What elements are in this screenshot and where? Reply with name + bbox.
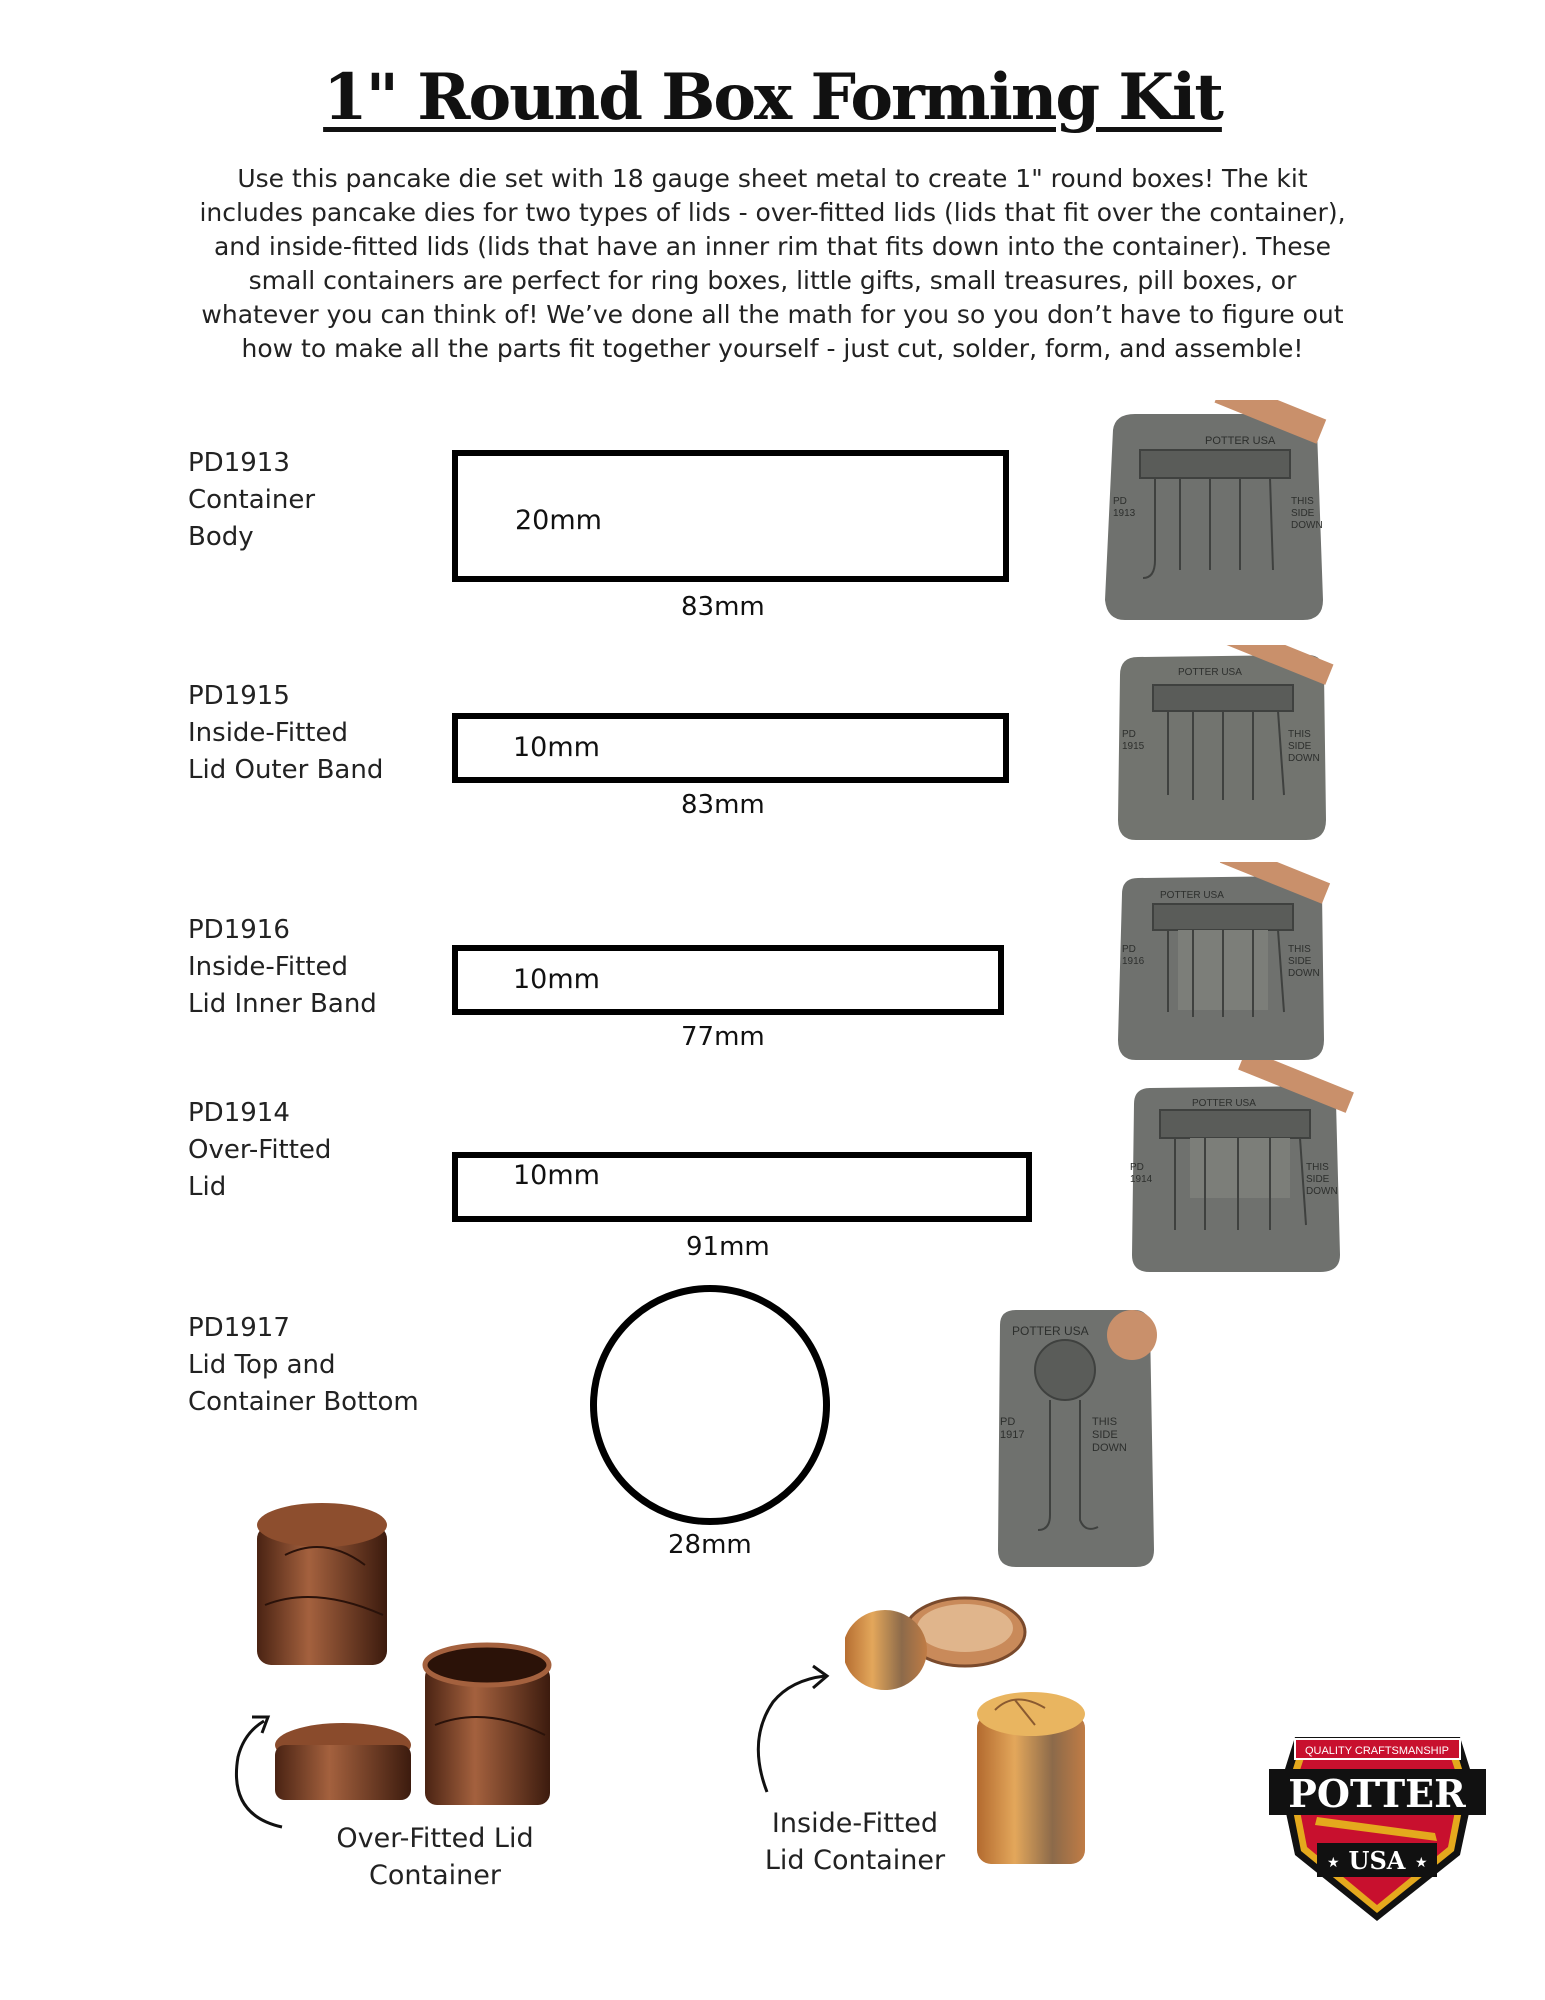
page-title: 1" Round Box Forming Kit xyxy=(323,60,1222,135)
strip-height-label: 10mm xyxy=(513,1160,600,1191)
die-side-line2: SIDE xyxy=(1288,741,1312,752)
logo-country-text: USA xyxy=(1348,1846,1406,1875)
strip-length-label: 83mm xyxy=(681,790,765,820)
potter-usa-logo xyxy=(1265,1725,1490,1925)
pancake-die-pd1914-image xyxy=(1120,1060,1355,1275)
die-brand-text: POTTER USA xyxy=(1178,667,1242,678)
die-brand-text: POTTER USA xyxy=(1160,890,1224,901)
strip-length-label: 91mm xyxy=(686,1232,770,1262)
die-name-line2: Container Bottom xyxy=(188,1387,419,1417)
star-icon: ★ xyxy=(1415,1855,1428,1871)
strip-length-label: 77mm xyxy=(681,1022,765,1052)
die-label-pd1914 xyxy=(188,1095,331,1206)
die-label-pd1915 xyxy=(188,678,383,789)
die-name-line1: Inside-Fitted xyxy=(188,718,348,748)
die-mark-pd: PD xyxy=(1113,496,1127,507)
die-side-line2: SIDE xyxy=(1291,508,1315,519)
die-name-line1: Lid Top and xyxy=(188,1350,336,1380)
die-mark-num: 1915 xyxy=(1122,741,1145,752)
die-side-line2: SIDE xyxy=(1092,1429,1118,1441)
die-side-line1: THIS xyxy=(1288,729,1311,740)
pancake-die-pd1916-image xyxy=(1108,862,1338,1062)
die-code: PD1917 xyxy=(188,1313,290,1343)
copper-disc-icon xyxy=(1107,1310,1157,1360)
pancake-die-pd1915-image xyxy=(1108,645,1338,845)
intro-paragraph: Use this pancake die set with 18 gauge sheet metal to create 1" round boxes! The kit includes pancake dies for two types of lids - over-fitted lids (lids that fit over the container), and inside-fitted lids (lids that have an inner rim that fits down into the container). These small containers are perfect for ring boxes, little gifts, small treasures, pill boxes, or whatever you can think of! We’ve done all the math for you so you don’t have to figure out how to make all the parts fit together yourself - just cut, solder, form, and assemble! xyxy=(199,164,1346,363)
over-fitted-caption xyxy=(315,1820,555,1894)
caption-line2: Container xyxy=(369,1860,501,1891)
pancake-die-pd1913-image xyxy=(1095,400,1335,625)
die-code: PD1913 xyxy=(188,448,290,478)
die-mark-pd: PD xyxy=(1122,729,1136,740)
strip-height-label: 10mm xyxy=(513,964,600,995)
die-side-line3: DOWN xyxy=(1306,1186,1338,1197)
die-name-line2: Lid Inner Band xyxy=(188,989,377,1019)
die-name-line1: Inside-Fitted xyxy=(188,952,348,982)
strip-height-label: 10mm xyxy=(513,732,600,763)
die-label-pd1913 xyxy=(188,445,315,556)
inside-fitted-caption xyxy=(745,1805,965,1879)
die-code: PD1916 xyxy=(188,915,290,945)
die-code: PD1914 xyxy=(188,1098,290,1128)
die-name-line2: Body xyxy=(188,522,254,552)
disc-template-pd1917 xyxy=(590,1285,830,1525)
die-name-line2: Lid xyxy=(188,1172,227,1202)
caption-line2: Lid Container xyxy=(764,1845,946,1876)
star-icon: ★ xyxy=(1327,1855,1340,1871)
die-brand-text: POTTER USA xyxy=(1012,1324,1089,1338)
die-mark-num: 1917 xyxy=(1000,1429,1025,1441)
die-side-line1: THIS xyxy=(1288,944,1311,955)
die-side-line1: THIS xyxy=(1291,496,1314,507)
strip-length-label: 83mm xyxy=(681,592,765,622)
die-side-line2: SIDE xyxy=(1288,956,1312,967)
curved-arrow-icon xyxy=(745,1660,845,1800)
die-name-line1: Over-Fitted xyxy=(188,1135,332,1165)
die-mark-pd: PD xyxy=(1000,1416,1016,1428)
die-code: PD1915 xyxy=(188,681,290,711)
die-label-pd1916 xyxy=(188,912,377,1023)
die-mark-num: 1914 xyxy=(1130,1174,1153,1185)
die-brand-text: POTTER USA xyxy=(1205,435,1276,447)
curved-arrow-icon xyxy=(220,1705,300,1835)
die-mark-pd: PD xyxy=(1130,1162,1144,1173)
die-side-line2: SIDE xyxy=(1306,1174,1330,1185)
die-mark-num: 1913 xyxy=(1113,508,1136,519)
die-side-line3: DOWN xyxy=(1291,520,1323,531)
die-side-line3: DOWN xyxy=(1288,753,1320,764)
die-mark-num: 1916 xyxy=(1122,956,1145,967)
logo-name-text: POTTER xyxy=(1288,1771,1466,1816)
die-side-line1: THIS xyxy=(1092,1416,1118,1428)
caption-line1: Over-Fitted Lid xyxy=(336,1823,534,1854)
die-side-line3: DOWN xyxy=(1092,1442,1127,1454)
caption-line1: Inside-Fitted xyxy=(771,1808,939,1839)
pancake-die-pd1917-image xyxy=(990,1305,1170,1570)
logo-banner-text: QUALITY CRAFTSMANSHIP xyxy=(1304,1745,1450,1757)
die-name-line1: Container xyxy=(188,485,316,515)
disc-diameter-label: 28mm xyxy=(668,1530,752,1560)
die-side-line3: DOWN xyxy=(1288,968,1320,979)
strip-height-label: 20mm xyxy=(515,505,602,536)
die-brand-text: POTTER USA xyxy=(1192,1098,1256,1109)
die-label-pd1917 xyxy=(188,1310,419,1421)
die-mark-pd: PD xyxy=(1122,944,1136,955)
die-side-line1: THIS xyxy=(1306,1162,1329,1173)
die-name-line2: Lid Outer Band xyxy=(188,755,384,785)
